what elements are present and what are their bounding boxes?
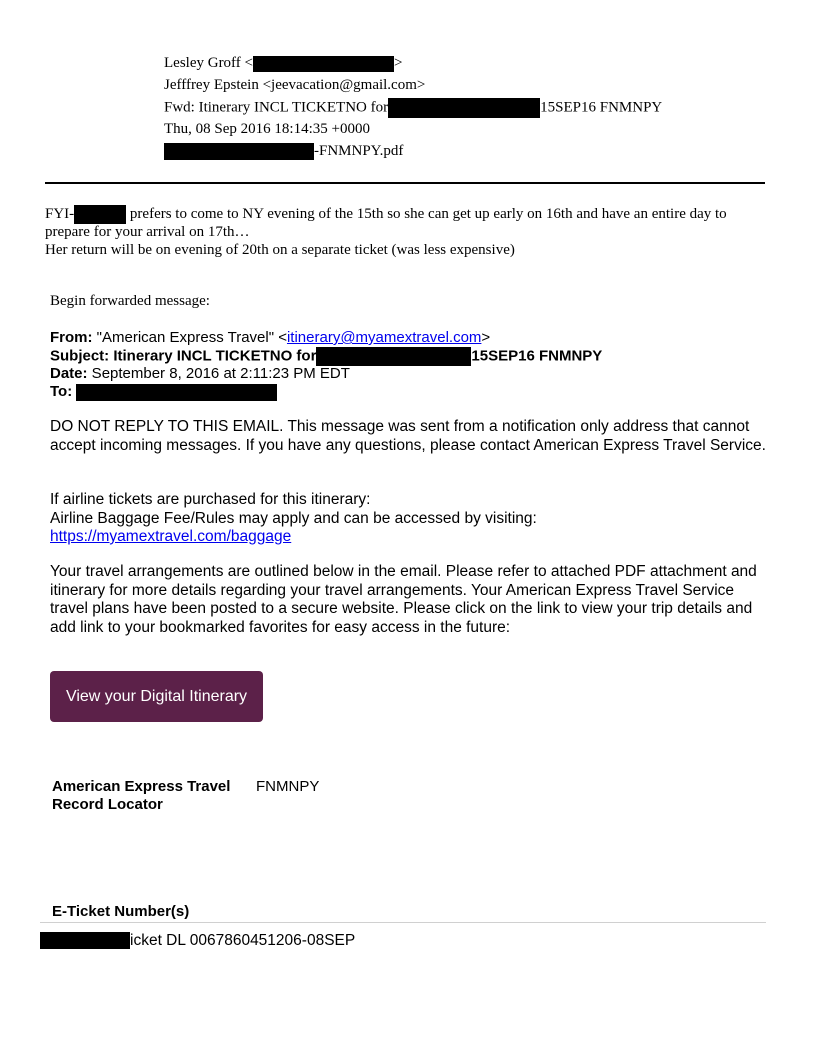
para2-line2: Airline Baggage Fee/Rules may apply and can be accessed by visiting: <box>50 509 537 527</box>
fw-date-value: September 8, 2016 at 2:11:23 PM EDT <box>87 365 350 382</box>
fw-date-label: Date: <box>50 365 88 382</box>
note-prefix: FYI- <box>45 205 75 222</box>
body-para-1: DO NOT REPLY TO THIS EMAIL. This message was sent from a notification only address that cannot accept incoming messages. If you have any questions, please contact American Express Travel Service. <box>50 418 766 454</box>
para2-line1: If airline tickets are purchased for this itinerary: <box>50 491 371 508</box>
redacted-block <box>40 932 130 949</box>
fw-to-label: To: <box>50 383 73 400</box>
redacted-block <box>74 205 126 224</box>
eticket-number: icket DL 0067860451206-08SEP <box>130 932 356 949</box>
fw-date-row <box>50 365 350 383</box>
redacted-block <box>316 347 471 366</box>
body-para-3: Your travel arrangements are outlined below in the email. Please refer to attached PDF attachment and itinerary for more details regarding your travel arrangements. Your American Express Travel Service travel plans have been posted to a secure website. Please click on the link to view your trip details and add link to your bookmarked favorites for easy access in the future: <box>50 563 757 636</box>
fw-from-label: From: <box>50 329 93 346</box>
fw-subject-label: Subject: Itinerary INCL TICKETNO for <box>50 347 317 365</box>
redacted-block <box>253 56 394 72</box>
fw-from-close: > <box>481 329 491 346</box>
body-para-2 <box>50 491 770 547</box>
subject-prefix: Fwd: Itinerary INCL TICKETNO for <box>164 99 389 116</box>
subject-suffix: 15SEP16 FNMNPY <box>540 99 663 116</box>
view-digital-itinerary-button[interactable]: View your Digital Itinerary <box>50 671 263 722</box>
baggage-link[interactable]: https://myamextravel.com/baggage <box>50 528 292 545</box>
fw-subject-row <box>50 347 602 366</box>
from-close: > <box>394 55 403 71</box>
fw-from-email-link[interactable]: itinerary@myamextravel.com <box>286 329 482 346</box>
to-value: Jefffrey Epstein <jeevacation@gmail.com> <box>164 77 426 93</box>
header-divider <box>45 182 765 184</box>
forwarded-intro: Begin forwarded message: <box>50 293 210 309</box>
forward-note <box>45 205 770 241</box>
note-line1: prefers to come to NY evening of the 15th so she can get up early on 16th and have an entire day to prepare for your arrival on 17th… <box>45 205 727 240</box>
record-label-line2: Record Locator <box>52 796 163 813</box>
record-label-line1: American Express Travel <box>52 778 231 795</box>
from-name: Lesley Groff < <box>164 55 253 71</box>
attachment-filename[interactable]: -FNMNPY.pdf <box>314 143 404 159</box>
redacted-block <box>388 98 540 118</box>
fw-to-row <box>50 383 277 401</box>
note-line2: Her return will be on evening of 20th on a separate ticket (was less expensive) <box>45 242 515 258</box>
eticket-divider <box>40 922 766 923</box>
redacted-block <box>76 384 277 401</box>
record-locator-label <box>52 778 230 814</box>
redacted-block <box>164 143 314 160</box>
eticket-row <box>40 932 355 950</box>
fw-subject-suffix: 15SEP16 FNMNPY <box>471 347 603 365</box>
fw-from-row <box>50 329 490 347</box>
fw-from-name: "American Express Travel" < <box>92 329 287 346</box>
record-locator-value: FNMNPY <box>256 778 320 795</box>
date-value: Thu, 08 Sep 2016 18:14:35 +0000 <box>164 121 370 137</box>
eticket-heading: E-Ticket Number(s) <box>52 903 190 920</box>
